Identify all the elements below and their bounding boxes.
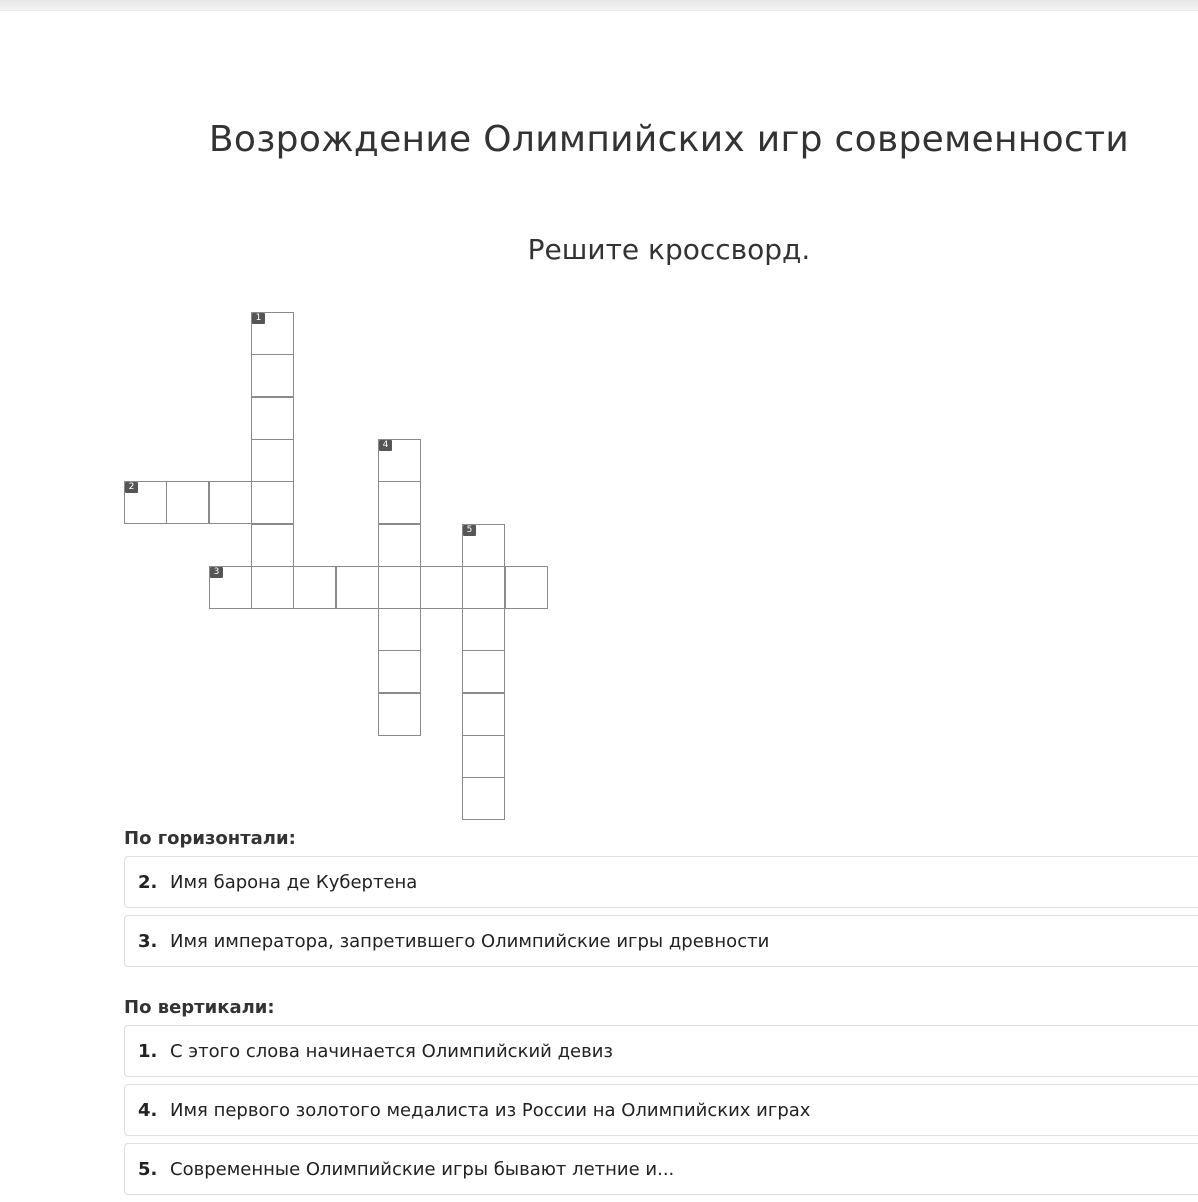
page-title: Возрождение Олимпийских игр современности — [208, 119, 1130, 160]
down-clue-list — [124, 1025, 1198, 1195]
crossword-cell[interactable] — [462, 735, 504, 777]
crossword-cell[interactable] — [462, 777, 504, 819]
instruction-text: Решите кроссворд. — [527, 233, 811, 266]
crossword-cell[interactable] — [462, 693, 504, 735]
crossword-cell[interactable] — [293, 566, 335, 608]
crossword-cell[interactable] — [378, 481, 420, 523]
cell-number-badge: 4 — [379, 440, 392, 451]
clue-text: Современные Олимпийские игры бывают летние и... — [170, 1158, 675, 1180]
crossword-cell[interactable] — [251, 312, 293, 354]
crossword-cell[interactable] — [251, 439, 293, 481]
clue-text: С этого слова начинается Олимпийский девиз — [170, 1040, 613, 1062]
crossword-cell[interactable] — [378, 524, 420, 566]
clue-text: Имя первого золотого медалиста из России на Олимпийских играх — [170, 1099, 811, 1121]
clue-number: 3. — [138, 930, 158, 952]
clue-item-down-1[interactable] — [124, 1025, 1198, 1077]
down-heading: По вертикали: — [124, 997, 275, 1018]
across-heading: По горизонтали: — [124, 828, 296, 849]
clue-text: Имя барона де Кубертена — [170, 871, 418, 893]
clue-text: Имя императора, запретившего Олимпийские игры древности — [170, 930, 770, 952]
crossword-cell[interactable] — [462, 524, 504, 566]
clue-number: 1. — [138, 1040, 158, 1062]
crossword-cell[interactable] — [336, 566, 378, 608]
crossword-cell[interactable] — [378, 650, 420, 692]
cell-number-badge: 1 — [252, 313, 265, 324]
clue-item-down-5[interactable] — [124, 1143, 1198, 1195]
clue-number: 5. — [138, 1158, 158, 1180]
across-clue-list — [124, 856, 1198, 967]
crossword-cell[interactable] — [420, 566, 462, 608]
cell-number-badge: 2 — [125, 482, 138, 493]
crossword-cell[interactable] — [462, 566, 504, 608]
crossword-cell[interactable] — [462, 650, 504, 692]
crossword-cell[interactable] — [251, 566, 293, 608]
crossword-cell[interactable] — [378, 693, 420, 735]
clues-panel — [124, 822, 1198, 1202]
crossword-cell[interactable] — [505, 566, 547, 608]
clue-item-across-2[interactable] — [124, 856, 1198, 908]
clue-number: 2. — [138, 871, 158, 893]
crossword-cell[interactable] — [378, 608, 420, 650]
cell-number-badge: 5 — [463, 525, 476, 536]
crossword-cell[interactable] — [251, 354, 293, 396]
crossword-cell[interactable] — [251, 524, 293, 566]
clue-item-across-3[interactable] — [124, 915, 1198, 967]
crossword-cell[interactable] — [251, 481, 293, 523]
clue-item-down-4[interactable] — [124, 1084, 1198, 1136]
crossword-cell[interactable] — [251, 397, 293, 439]
crossword-cell[interactable] — [462, 608, 504, 650]
crossword-cell[interactable] — [124, 481, 166, 523]
crossword-cell[interactable] — [209, 566, 251, 608]
crossword-cell[interactable] — [378, 439, 420, 481]
crossword-cell[interactable] — [209, 481, 251, 523]
crossword-cell[interactable] — [166, 481, 208, 523]
clue-number: 4. — [138, 1099, 158, 1121]
crossword-cell[interactable] — [378, 566, 420, 608]
cell-number-badge: 3 — [210, 567, 223, 578]
